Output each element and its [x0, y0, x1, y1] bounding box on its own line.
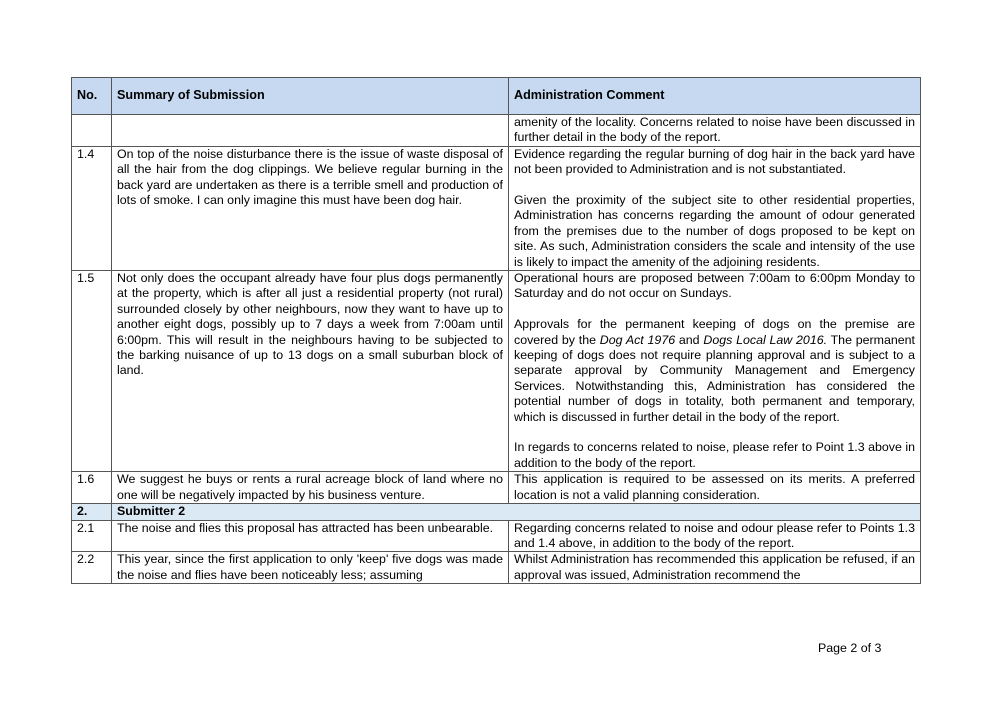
table-row	[72, 472, 921, 504]
table-row	[72, 552, 921, 584]
comment-paragraph: Operational hours are proposed between 7:00am to 6:00pm Monday to Saturday and do not occur on Sundays.	[514, 271, 915, 301]
submissions-table	[71, 77, 921, 584]
row-comment: amenity of the locality. Concerns related to noise have been discussed in further detail in the body of the report.	[509, 115, 921, 147]
table-row	[72, 520, 921, 552]
section-row	[72, 504, 921, 520]
act-title: Dogs Local Law 2016.	[703, 332, 828, 347]
row-no: 1.4	[72, 146, 112, 270]
row-summary	[112, 115, 509, 147]
table-row	[72, 271, 921, 472]
header-comment: Administration Comment	[509, 78, 921, 115]
comment-text: Approvals for the permanent keeping of dogs on the premise are covered by the	[514, 317, 915, 347]
row-no: 1.6	[72, 472, 112, 504]
comment-text: and	[675, 332, 704, 347]
row-summary: We suggest he buys or rents a rural acreage block of land where no one will be negatively impacted by his business venture.	[112, 472, 509, 504]
row-summary: This year, since the first application to only 'keep' five dogs was made the noise and flies have been noticeably less; assuming	[112, 552, 509, 584]
table-row	[72, 146, 921, 270]
row-comment: Regarding concerns related to noise and odour please refer to Points 1.3 and 1.4 above, in addition to the body of the report.	[509, 520, 921, 552]
page-number: Page 2 of 3	[818, 641, 882, 655]
comment-paragraph: Given the proximity of the subject site to other residential properties, Administration has concerns regarding the amount of odour generated from the premises due to the number of dogs proposed to be kept on site. As such, Administration considers the scale and intensity of the use is likely to impact the amenity of the adjoining residents.	[514, 193, 915, 269]
row-summary: Not only does the occupant already have four plus dogs permanently at the property, which is after all just a residential property (not rural) surrounded closely by other neighbours, now they want to have up to another eight dogs, possibly up to 7 days a week from 7:00am until 6:00pm. This will result in the neighbours having to be subjected to the barking nuisance of up to 13 dogs on a small suburban block of land.	[112, 271, 509, 472]
row-summary: The noise and flies this proposal has attracted has been unbearable.	[112, 520, 509, 552]
comment-paragraph	[514, 317, 915, 425]
comment-text: The permanent keeping of dogs does not require planning approval and is subject to a separate approval by Community Management and Emergency Services. Notwithstanding this, Administration has considered the potential number of dogs in totality, both permanent and temporary, which is discussed in further detail in the body of the report.	[514, 332, 915, 424]
row-no: 2.1	[72, 520, 112, 552]
section-no: 2.	[72, 504, 112, 520]
row-comment: This application is required to be assessed on its merits. A preferred location is not a valid planning consideration.	[509, 472, 921, 504]
act-title: Dog Act 1976	[599, 332, 676, 347]
row-no: 1.5	[72, 271, 112, 472]
header-summary: Summary of Submission	[112, 78, 509, 115]
header-no: No.	[72, 78, 112, 115]
comment-paragraph: Evidence regarding the regular burning of dog hair in the back yard have not been provided to Administration and is not substantiated.	[514, 146, 915, 177]
row-comment	[509, 146, 921, 270]
table-header-row	[72, 78, 921, 115]
row-comment	[509, 271, 921, 472]
row-no	[72, 115, 112, 147]
table-row-continuation	[72, 115, 921, 147]
row-comment: Whilst Administration has recommended this application be refused, if an approval was issued, Administration recommend the	[509, 552, 921, 584]
comment-paragraph: In regards to concerns related to noise, please refer to Point 1.3 above in addition to the body of the report.	[514, 440, 915, 470]
row-no: 2.2	[72, 552, 112, 584]
row-summary: On top of the noise disturbance there is the issue of waste disposal of all the hair from the dog clippings. We believe regular burning in the back yard are undertaken as there is a terrible smell and production of lots of smoke. I can only imagine this must have been dog hair.	[112, 146, 509, 270]
section-title: Submitter 2	[112, 504, 921, 520]
